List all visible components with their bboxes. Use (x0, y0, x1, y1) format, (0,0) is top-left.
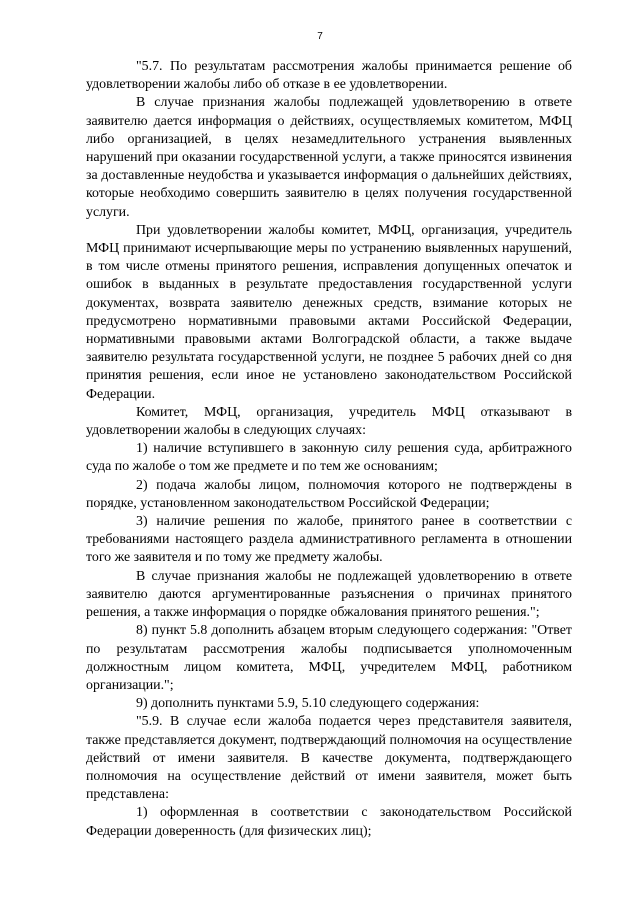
amendment-item-8: 8) пункт 5.8 дополнить абзацем вторым следующего содержания: "Ответ по результатам рассмотрения жалобы подписывается уполномоченным должностным лицом комитета, МФЦ, учредителем МФЦ, работником организации."; (86, 623, 572, 693)
list-item-3: 3) наличие решения по жалобе, принятого ранее в соответствии с требованиями настоящего раздела административного регламента в отношении того же заявителя и по тому же предмету жалобы. (86, 514, 572, 566)
list-item-2: 2) подача жалобы лицом, полномочия которого не подтверждены в порядке, установленном законодательством Российской Федерации; (86, 477, 572, 511)
page-number: 7 (317, 31, 323, 42)
paragraph-refusal-response: В случае признания жалобы не подлежащей удовлетворению в ответе заявителю даются аргументированные разъяснения о причинах принятого решения, а также информация о порядке обжалования принятого решения."; (86, 568, 572, 621)
amendment-item-9: 9) дополнить пунктами 5.9, 5.10 следующего содержания: (136, 696, 480, 712)
paragraph-satisfaction-response: В случае признания жалобы подлежащей удовлетворению в ответе заявителю дается информация о действиях, осуществляемых комитетом, МФЦ либо организацией, в целях незамедлительного устранения выявленных нарушений при оказании государственной услуги, а также приносятся извинения за доставленные неудобства и указывается информация о дальнейших действиях, которые необходимо совершить заявителю в целях получения государственной услуги. (86, 95, 572, 220)
paragraph-5-7: "5.7. По результатам рассмотрения жалобы принимается решение об удовлетворении жалобы либо об отказе в ее удовлетворении. (86, 59, 572, 93)
document-body (86, 58, 572, 841)
list-item-1: 1) наличие вступившего в законную силу решения суда, арбитражного суда по жалобе о том же предмете и по тем же основаниям; (86, 441, 572, 475)
list-item-power-of-attorney: 1) оформленная в соответствии с законодательством Российской Федерации доверенность (для физических лиц); (86, 805, 572, 839)
paragraph-5-9: "5.9. В случае если жалоба подается через представителя заявителя, также представляется документ, подтверждающий полномочия на осуществление действий от имени заявителя. В качестве документа, подтверждающего полномочия на осуществление действий от имени заявителя, может быть представлена: (86, 714, 572, 803)
paragraph-refusal-cases: Комитет, МФЦ, организация, учредитель МФЦ отказывают в удовлетворении жалобы в следующих случаях: (86, 404, 572, 439)
paragraph-remedy-measures: При удовлетворении жалобы комитет, МФЦ, организация, учредитель МФЦ принимают исчерпывающие меры по устранению выявленных нарушений, в том числе отмены принятого решения, исправления допущенных опечаток и ошибок в выданных в результате предоставления государственной услуги документах, возврата заявителю денежных средств, взимание которых не предусмотрено нормативными правовыми актами Российской Федерации, нормативными правовыми актами Волгоградской области, а также выдаче заявителю результата государственной услуги, не позднее 5 рабочих дней со дня принятия решения, если иное не установлено законодательством Российской Федерации. (86, 222, 572, 402)
